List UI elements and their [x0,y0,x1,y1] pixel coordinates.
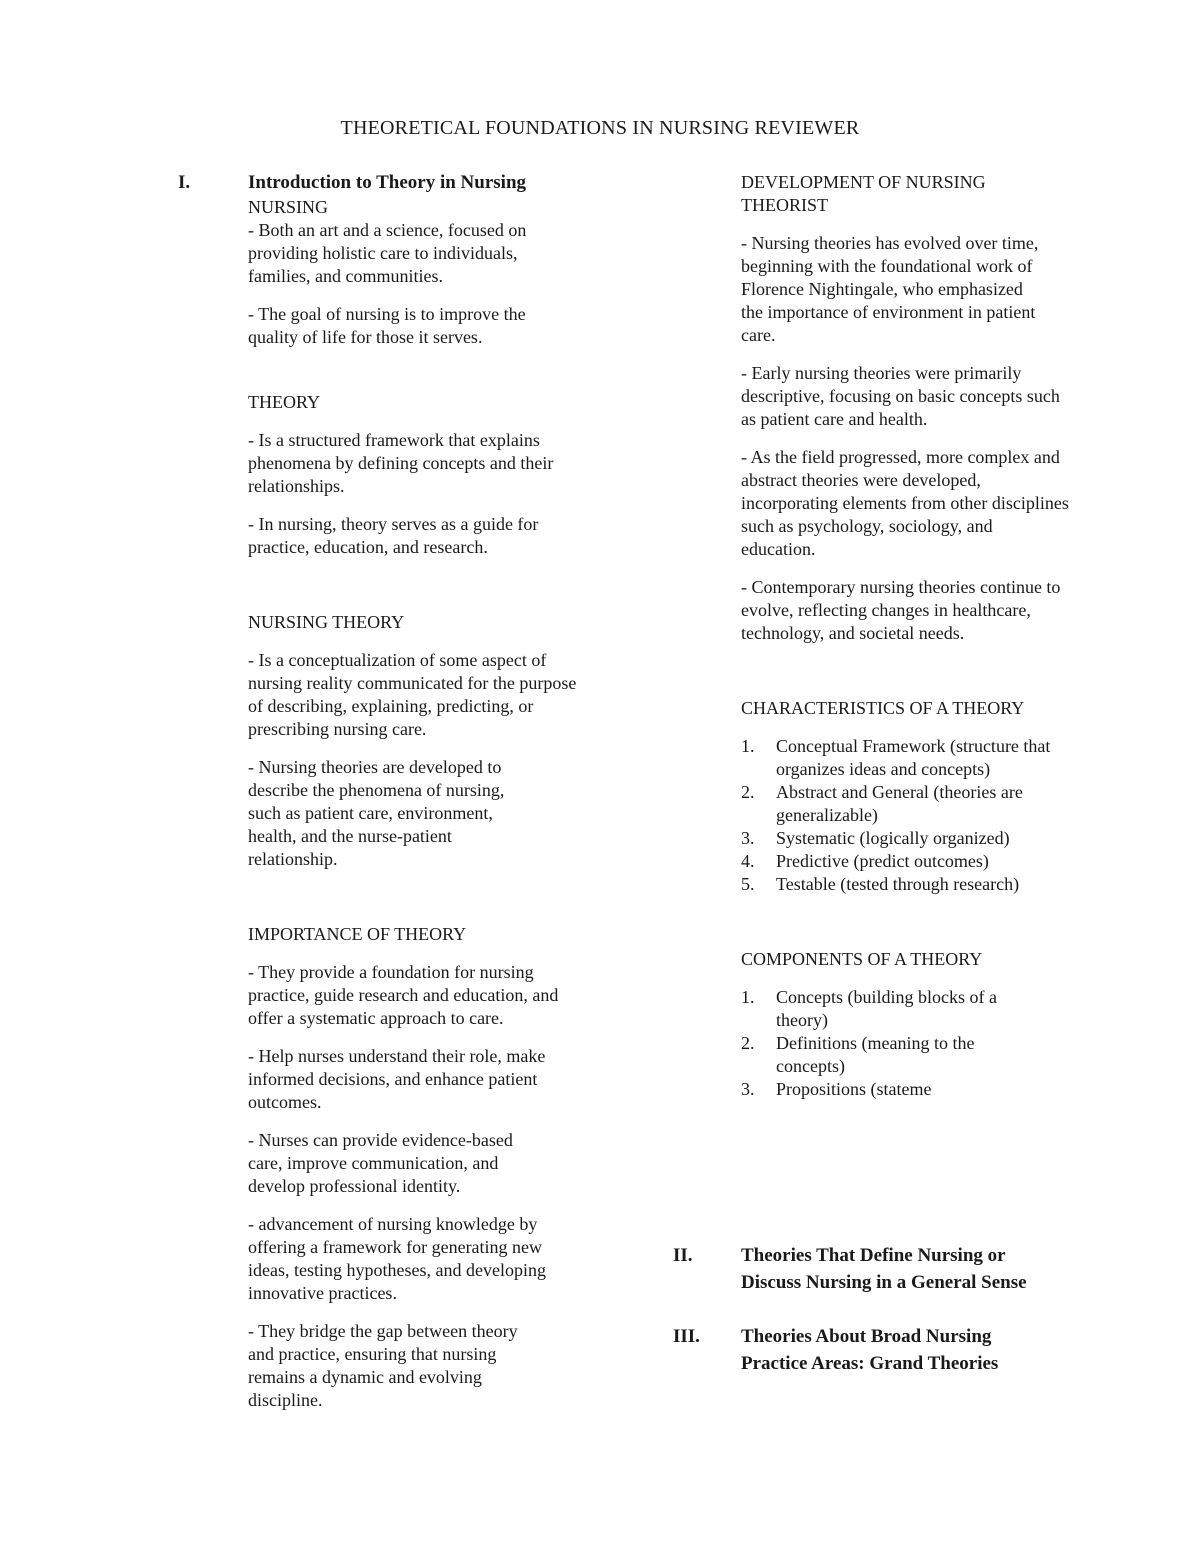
nursing-theory-heading: NURSING THEORY [248,612,405,632]
importance-paragraph-3: - Nurses can provide evidence-based care, improve communication, and develop professional identity. [248,1130,513,1196]
components-list [741,986,1031,1101]
development-paragraph-1: - Nursing theories has evolved over time, beginning with the foundational work of Florence Nightingale, who emphasized the importance of environment in patient care. [741,233,1039,345]
nursing-paragraph-1: - Both an art and a science, focused on providing holistic care to individuals, families, and communities. [248,220,527,286]
section-3-number: III. [673,1326,700,1347]
section-2-title: Theories That Define Nursing or Discuss Nursing in a General Sense [741,1245,1027,1293]
section-1-body [248,196,578,1412]
importance-paragraph-2: - Help nurses understand their role, make informed decisions, and enhance patient outcomes. [248,1046,546,1112]
section-3-title: Theories About Broad Nursing Practice Areas: Grand Theories [741,1326,999,1374]
importance-heading: IMPORTANCE OF THEORY [248,924,467,944]
theory-heading: THEORY [248,392,320,412]
section-2-number: II. [673,1245,693,1266]
components-heading: COMPONENTS OF A THEORY [741,949,983,969]
nursing-heading: NURSING [248,197,329,217]
nursing-theory-paragraph-1: - Is a conceptualization of some aspect of nursing reality communicated for the purpose of describing, explaining, predicting, or prescribing nursing care. [248,650,577,739]
list-item: 1. Concepts (building blocks of a theory) [741,987,997,1030]
list-item: 2. Definitions (meaning to the concepts) [741,1033,975,1076]
section-1-number: I. [178,172,191,193]
characteristics-heading: CHARACTERISTICS OF A THEORY [741,698,1025,718]
development-paragraph-3: - As the field progressed, more complex and abstract theories were developed, incorporating elements from other disciplines such as psychology, sociology, and education. [741,447,1069,559]
list-item: 5. Testable (tested through research) [741,874,1020,894]
importance-paragraph-4: - advancement of nursing knowledge by offering a framework for generating new ideas, testing hypotheses, and developing innovative practices. [248,1214,546,1303]
section-2-heading [673,1242,1073,1296]
nursing-theory-paragraph-2: - Nursing theories are developed to describe the phenomena of nursing, such as patient care, environment, health, and the nurse-patient relationship. [248,757,505,869]
development-paragraph-4: - Contemporary nursing theories continue to evolve, reflecting changes in healthcare, technology, and societal needs. [741,577,1061,643]
characteristics-list [741,735,1071,896]
list-item: 3. Propositions (stateme [741,1079,932,1099]
theory-paragraph-1: - Is a structured framework that explains phenomena by defining concepts and their relationships. [248,430,554,496]
list-item: 4. Predictive (predict outcomes) [741,851,989,871]
section-1-heading [178,171,578,194]
list-item: 3. Systematic (logically organized) [741,828,1010,848]
development-paragraph-2: - Early nursing theories were primarily descriptive, focusing on basic concepts such as patient care and health. [741,363,1060,429]
list-item: 1. Conceptual Framework (structure that organizes ideas and concepts) [741,736,1051,779]
section-3-heading [673,1323,1073,1377]
importance-paragraph-1: - They provide a foundation for nursing practice, guide research and education, and offer a systematic approach to care. [248,962,559,1028]
importance-paragraph-5: - They bridge the gap between theory and practice, ensuring that nursing remains a dynamic and evolving discipline. [248,1321,518,1410]
nursing-paragraph-2: - The goal of nursing is to improve the quality of life for those it serves. [248,304,526,347]
development-heading: DEVELOPMENT OF NURSING THEORIST [741,172,986,215]
document-title: THEORETICAL FOUNDATIONS IN NURSING REVIEWER [340,117,860,139]
right-column [741,171,1071,1101]
theory-paragraph-2: - In nursing, theory serves as a guide for practice, education, and research. [248,514,539,557]
section-1-title: Introduction to Theory in Nursing [248,172,527,193]
list-item: 2. Abstract and General (theories are generalizable) [741,782,1023,825]
left-column [178,171,578,1412]
